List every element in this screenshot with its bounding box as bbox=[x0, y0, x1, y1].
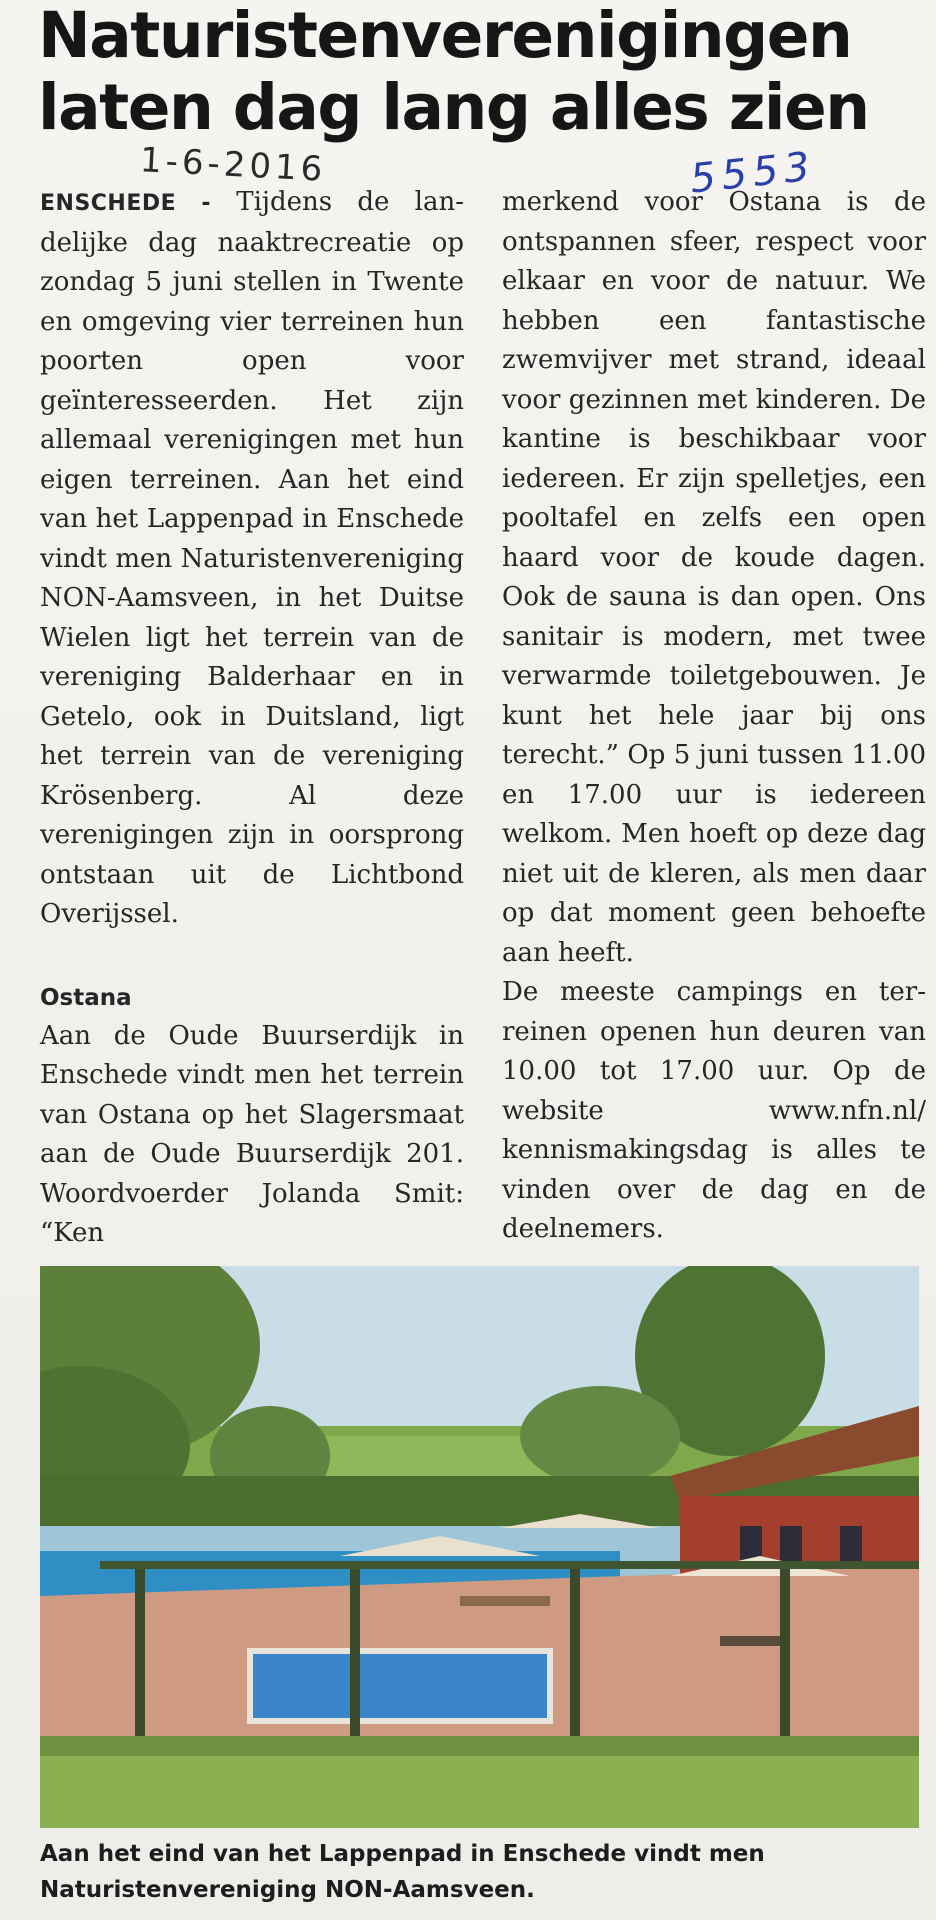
article-column-right bbox=[502, 183, 926, 1250]
headline-line-1: Naturistenverenigingen bbox=[38, 0, 852, 72]
lead-paragraph bbox=[40, 183, 464, 935]
handwritten-number: 5553 bbox=[687, 143, 818, 203]
pool-terrace-illustration bbox=[40, 1266, 919, 1828]
article-column-left bbox=[40, 183, 464, 1254]
paragraph-ostana: Aan de Oude Buurserdijk in Enschede vindt men het terrein van Ostana op het Slagersmaat aan de Oude Buurserdijk 201. Woordvoerder Jolanda Smit: “Ken bbox=[40, 1020, 464, 1248]
handwritten-date: 1-6-2016 bbox=[139, 140, 328, 190]
caption-line-2: Naturistenvereniging NON-Aamsveen. bbox=[40, 1877, 535, 1903]
section-subhead: Ostana bbox=[40, 984, 132, 1011]
dateline: ENSCHEDE - bbox=[40, 191, 211, 216]
photo-caption bbox=[40, 1836, 920, 1908]
caption-line-1: Aan het eind van het Lappenpad in Enschede vindt men bbox=[40, 1841, 765, 1867]
headline-line-2: laten dag lang alles zien bbox=[38, 71, 869, 144]
lead-text: Tijdens de landelijke dag naaktrecreatie op zondag 5 juni stellen in Twente en omgeving vier terreinen hun poorten open voor geïnteresseerden. Het zijn allemaal verenigingen met hun eigen terreinen. Aan het eind van het Lappenpad in Enschede vindt men Naturistenvereniging NON-Aamsveen, in het Duitse Wielen ligt het terrein van de vereniging Balderhaar en in Getelo, ook in Duitsland, ligt het terrein van de vereniging Krösenberg. Al deze verenigingen zijn in oorsprong ontstaan uit de Lichtbond Overijssel. bbox=[40, 187, 465, 929]
paragraph-website: De meeste campings en terreinen openen hun deuren van 10.00 tot 17.00 uur. Op de website www.nfn.nl/ kennismakingsdag is alles te vinden over de dag en de deelnemers. bbox=[502, 977, 926, 1244]
article-headline bbox=[38, 0, 918, 144]
paragraph-quote: merkend voor Ostana is de ontspannen sfeer, respect voor elkaar en voor de natuur. We hebben een fantastische zwemvijver met strand, ideaal voor gezinnen met kinderen. De kantine is beschikbaar voor iedereen. Er zijn spelletjes, een pooltafel en zelfs een open haard voor de koude dagen. Ook de sauna is dan open. Ons sanitair is modern, met twee verwarmde toiletgebouwen. Je kunt het hele jaar bij ons terecht.” Op 5 juni tussen 11.00 en 17.00 uur is iedereen welkom. Men hoeft op deze dag niet uit de kleren, als men daar op dat moment geen behoefte aan heeft. bbox=[502, 187, 926, 968]
article-photo bbox=[40, 1266, 919, 1828]
